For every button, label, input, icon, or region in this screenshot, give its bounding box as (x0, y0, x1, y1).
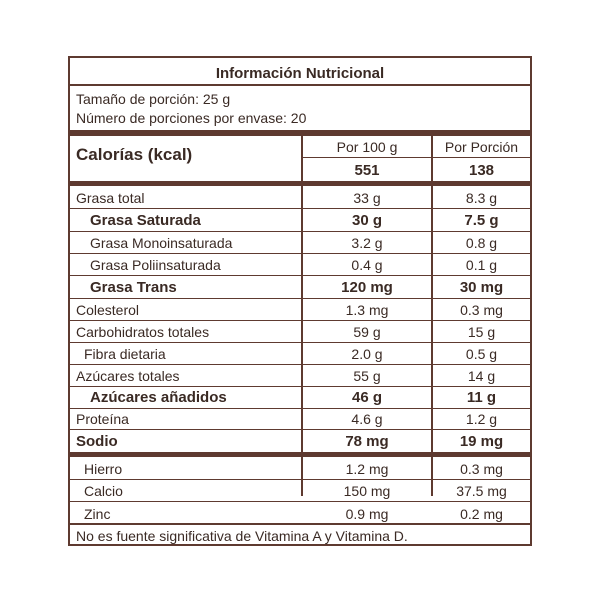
nutrient-name: Grasa Monoinsaturada (90, 235, 233, 251)
nutrient-per100: 46 g (351, 389, 382, 406)
nutrient-name: Grasa total (76, 190, 145, 206)
nutrient-perserving: 19 mg (459, 433, 504, 450)
nutrient-perserving: 14 g (467, 368, 496, 384)
footnote-divider (70, 523, 530, 525)
thick-divider-minerals (70, 452, 530, 457)
servings-per-container: Número de porciones por envase: 20 (76, 110, 307, 126)
nutrient-name: Grasa Poliinsaturada (90, 257, 221, 273)
thick-divider-calories (70, 181, 530, 186)
row-divider (70, 501, 530, 502)
nutrient-per100: 1.3 mg (345, 302, 389, 318)
row-divider (70, 408, 530, 409)
calories-perserving: 138 (468, 162, 495, 179)
mineral-perserving: 0.3 mg (460, 461, 503, 477)
nutrient-per100: 4.6 g (351, 411, 383, 427)
nutrient-perserving: 30 mg (459, 279, 504, 296)
row-divider (70, 342, 530, 343)
nutrient-perserving: 0.3 mg (460, 302, 503, 318)
nutrient-name: Grasa Trans (90, 279, 177, 296)
nutrient-per100: 2.0 g (351, 346, 383, 362)
mineral-name: Zinc (84, 506, 111, 522)
mineral-name: Calcio (84, 483, 123, 499)
nutrient-per100: 3.2 g (351, 235, 383, 251)
nutrient-per100: 33 g (353, 190, 381, 206)
nutrient-name: Carbohidratos totales (76, 324, 210, 340)
nutrient-perserving: 8.3 g (465, 190, 498, 206)
row-divider (70, 253, 530, 254)
nutrient-name: Azúcares añadidos (90, 389, 227, 406)
nutrition-facts-label (68, 56, 532, 546)
mineral-per100: 1.2 mg (345, 461, 389, 477)
nutrient-perserving: 0.1 g (465, 257, 498, 273)
nutrient-perserving: 0.8 g (465, 235, 498, 251)
nutrient-name: Grasa Saturada (90, 212, 201, 229)
nutrient-perserving: 15 g (467, 324, 496, 340)
nutrient-name: Colesterol (76, 302, 140, 318)
nutrient-per100: 78 mg (345, 433, 389, 450)
nutrient-perserving: 1.2 g (465, 411, 498, 427)
row-divider (70, 429, 530, 430)
footnote: No es fuente significativa de Vitamina A y Vitamina D. (76, 528, 408, 544)
mineral-per100: 150 mg (343, 483, 391, 499)
title-divider (70, 84, 530, 86)
row-divider (70, 208, 530, 209)
column-header-per100: Por 100 g (336, 139, 398, 155)
calories-per100: 551 (354, 162, 380, 179)
mineral-perserving: 37.5 mg (456, 483, 507, 499)
header-sub-divider (301, 157, 530, 158)
label-title: Información Nutricional (215, 65, 385, 82)
nutrient-name: Sodio (76, 433, 118, 450)
serving-size: Tamaño de porción: 25 g (76, 91, 231, 107)
nutrient-per100: 30 g (351, 212, 382, 229)
nutrient-perserving: 7.5 g (464, 212, 499, 229)
thick-divider-top (70, 130, 530, 136)
row-divider (70, 298, 530, 299)
row-divider (70, 320, 530, 321)
column-header-perserving: Por Porción (444, 139, 519, 155)
mineral-name: Hierro (84, 461, 123, 477)
mineral-perserving: 0.2 mg (460, 506, 503, 522)
row-divider (70, 231, 530, 232)
nutrient-per100: 55 g (353, 368, 381, 384)
nutrient-per100: 59 g (353, 324, 381, 340)
nutrient-per100: 120 mg (341, 279, 393, 296)
nutrient-perserving: 0.5 g (465, 346, 498, 362)
calories-label: Calorías (kcal) (76, 145, 193, 164)
nutrient-name: Fibra dietaria (84, 346, 166, 362)
row-divider (70, 364, 530, 365)
mineral-per100: 0.9 mg (345, 506, 389, 522)
row-divider (70, 386, 530, 387)
row-divider (70, 479, 530, 480)
nutrient-per100: 0.4 g (351, 257, 383, 273)
nutrient-name: Proteína (76, 411, 129, 427)
row-divider (70, 275, 530, 276)
nutrient-name: Azúcares totales (76, 368, 180, 384)
nutrient-perserving: 11 g (466, 389, 497, 406)
